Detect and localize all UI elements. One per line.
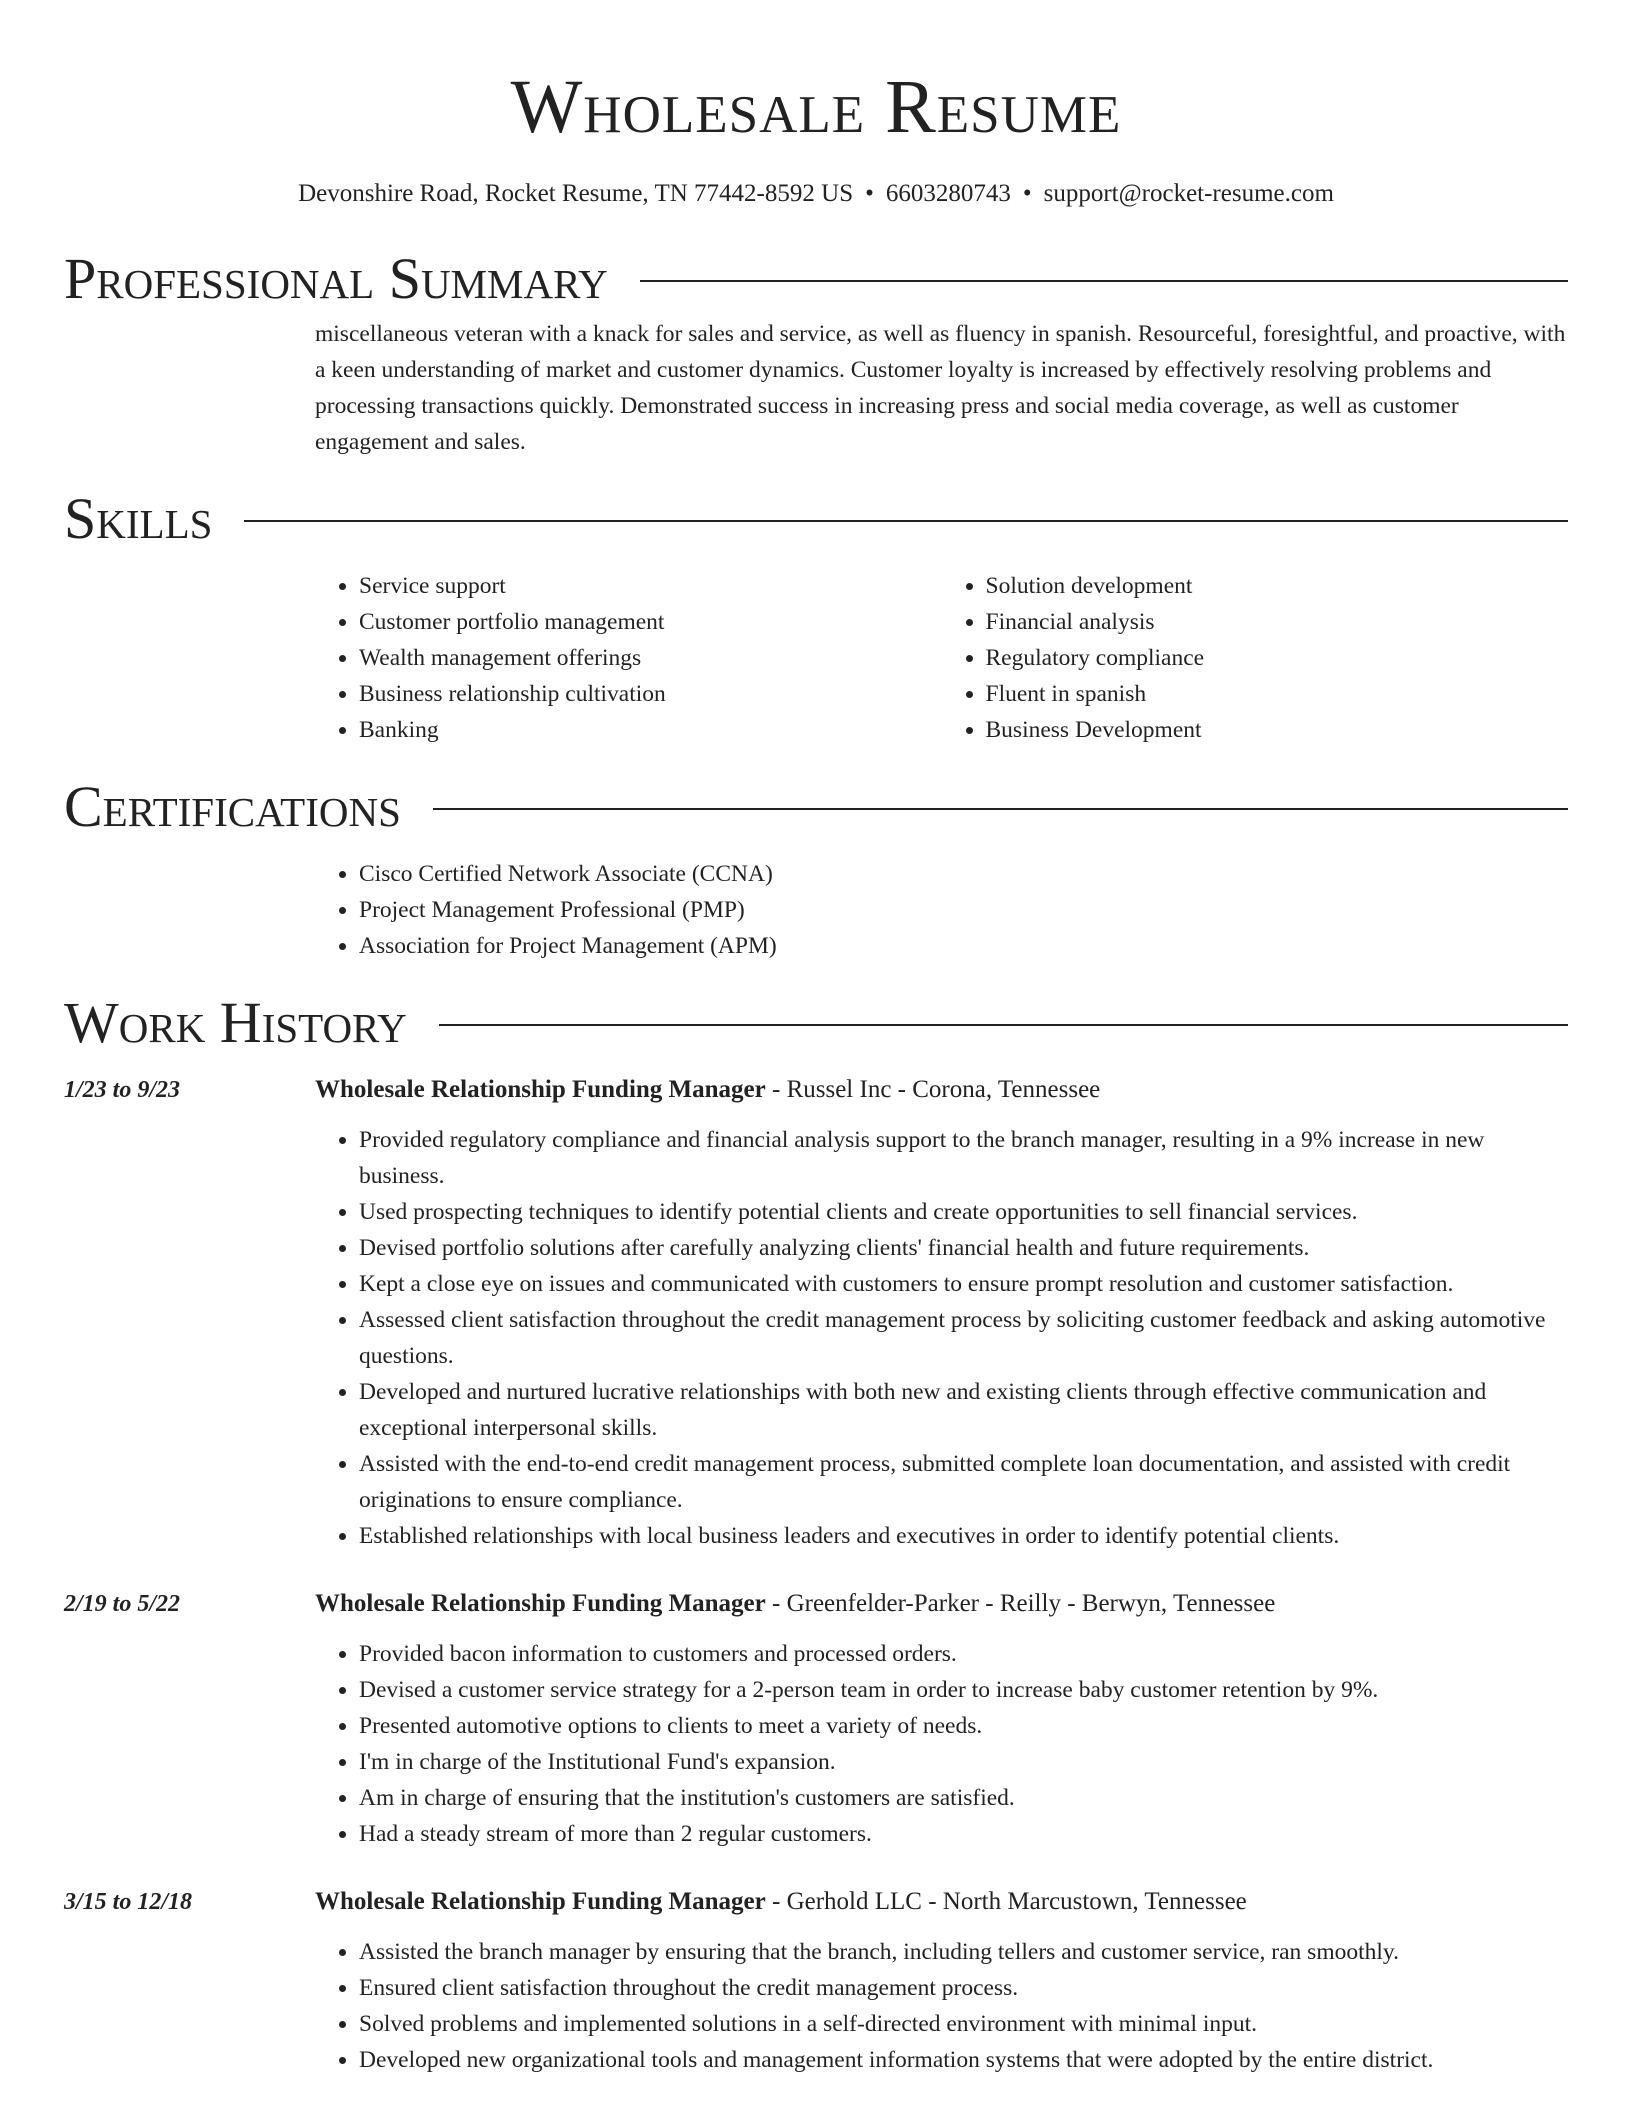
resume-title: Wholesale Resume — [510, 65, 1122, 149]
job-title: Wholesale Relationship Funding Manager — [315, 1590, 766, 1617]
summary-text: miscellaneous veteran with a knack for sales and service, as well as fluency in spanish. Resourceful, foresightful, and proactive, with a keen understanding of market and customer dynamics. Customer loyalty is increased by effectively resolving problems and processing transactions quickly. Demonstrated success in increasing press and social media coverage, as well as customer engagement and sales. — [315, 321, 1566, 455]
skill-item: • Customer portfolio management — [359, 604, 942, 640]
job-bullet: • Devised portfolio solutions after carefully analyzing clients' financial health and future requirements. — [359, 1230, 1568, 1266]
job-bullet: • Presented automotive options to clients to meet a variety of needs. — [359, 1708, 1568, 1744]
separator: • — [1022, 180, 1032, 207]
job-bullet: • Provided regulatory compliance and financial analysis support to the branch manager, resulting in a 9% increase in new business. — [359, 1122, 1568, 1194]
job-bullet: • Assisted the branch manager by ensuring that the branch, including tellers and customer service, ran smoothly. — [359, 1934, 1568, 1970]
contact-line — [64, 178, 1568, 210]
job-bullet: • Assessed client satisfaction throughout the credit management process by soliciting customer feedback and asking automotive questions. — [359, 1302, 1568, 1374]
job-bullet: • Used prospecting techniques to identify potential clients and create opportunities to sell financial services. — [359, 1194, 1568, 1230]
work-history-section-header — [64, 988, 1568, 1058]
job-bullets — [315, 1122, 1568, 1554]
skill-item: • Business relationship cultivation — [359, 676, 942, 712]
certifications-section-header — [64, 772, 1568, 842]
section-divider — [439, 1024, 1568, 1026]
job-company: - Gerhold LLC - North Marcustown, Tennessee — [765, 1888, 1247, 1915]
job-bullet: • Solved problems and implemented solutions in a self-directed environment with minimal input. — [359, 2006, 1568, 2042]
certifications-list — [315, 856, 1568, 964]
skill-item: • Service support — [359, 568, 942, 604]
work-history-heading: Work History — [64, 990, 407, 1055]
job-title: Wholesale Relationship Funding Manager — [315, 1076, 766, 1103]
skills-list — [315, 568, 1568, 748]
job-company: - Greenfelder-Parker - Reilly - Berwyn, Tennessee — [765, 1590, 1276, 1617]
skill-item: • Wealth management offerings — [359, 640, 942, 676]
skill-item: • Fluent in spanish — [986, 676, 1569, 712]
job-bullet: • Am in charge of ensuring that the institution's customers are satisfied. — [359, 1780, 1568, 1816]
separator: • — [865, 180, 874, 207]
section-divider — [433, 808, 1568, 810]
section-divider — [244, 520, 1568, 522]
job-dates: 1/23 to 9/23 — [64, 1077, 181, 1103]
resume-page — [64, 0, 1568, 2078]
job-bullet: • Developed new organizational tools and management information systems that were adopted by the entire district. — [359, 2042, 1568, 2078]
skills-column-right — [942, 568, 1569, 748]
job-title-line — [315, 1884, 1568, 1920]
skill-item: • Solution development — [986, 568, 1569, 604]
job-bullet: • Provided bacon information to customers and processed orders. — [359, 1636, 1568, 1672]
skill-item: • Business Development — [986, 712, 1569, 748]
skills-section-header — [64, 484, 1568, 554]
skill-item: • Financial analysis — [986, 604, 1569, 640]
address: Devonshire Road, Rocket Resume, TN 77442-8592 US — [298, 180, 854, 207]
job-bullet: • Established relationships with local business leaders and executives in order to identify potential clients. — [359, 1518, 1568, 1554]
job-bullet: • I'm in charge of the Institutional Fund's expansion. — [359, 1744, 1568, 1780]
job-title-line — [315, 1586, 1568, 1622]
job-entry — [64, 1586, 1568, 1852]
job-entry — [64, 1884, 1568, 2078]
job-bullet: • Devised a customer service strategy for a 2-person team in order to increase baby customer retention by 9%. — [359, 1672, 1568, 1708]
section-divider — [640, 280, 1568, 282]
certification-item: • Association for Project Management (APM) — [359, 928, 1568, 964]
job-bullet: • Had a steady stream of more than 2 regular customers. — [359, 1816, 1568, 1852]
job-title: Wholesale Relationship Funding Manager — [315, 1888, 766, 1915]
job-company: - Russel Inc - Corona, Tennessee — [765, 1076, 1101, 1103]
phone: 6603280743 — [885, 180, 1011, 207]
job-bullets — [315, 1636, 1568, 1852]
job-title-line — [315, 1072, 1568, 1108]
email-link[interactable]: support@rocket-resume.com — [1043, 180, 1334, 207]
job-dates: 2/19 to 5/22 — [64, 1591, 181, 1617]
skill-item: • Regulatory compliance — [986, 640, 1569, 676]
job-bullets — [315, 1934, 1568, 2078]
certification-item: • Project Management Professional (PMP) — [359, 892, 1568, 928]
summary-section-header — [64, 244, 1568, 314]
job-bullet: • Kept a close eye on issues and communicated with customers to ensure prompt resolution and customer satisfaction. — [359, 1266, 1568, 1302]
skills-heading: Skills — [64, 486, 213, 551]
job-bullet: • Developed and nurtured lucrative relationships with both new and existing clients through effective communication and exceptional interpersonal skills. — [359, 1374, 1568, 1446]
certifications-heading: Certifications — [64, 774, 401, 839]
certification-item: • Cisco Certified Network Associate (CCNA) — [359, 856, 1568, 892]
skills-column-left — [315, 568, 942, 748]
job-entry — [64, 1072, 1568, 1554]
job-bullet: • Assisted with the end-to-end credit management process, submitted complete loan documentation, and assisted with credit originations to ensure compliance. — [359, 1446, 1568, 1518]
job-dates: 3/15 to 12/18 — [64, 1889, 193, 1915]
summary-heading: Professional Summary — [64, 246, 608, 311]
job-bullet: • Ensured client satisfaction throughout the credit management process. — [359, 1970, 1568, 2006]
skill-item: • Banking — [359, 712, 942, 748]
